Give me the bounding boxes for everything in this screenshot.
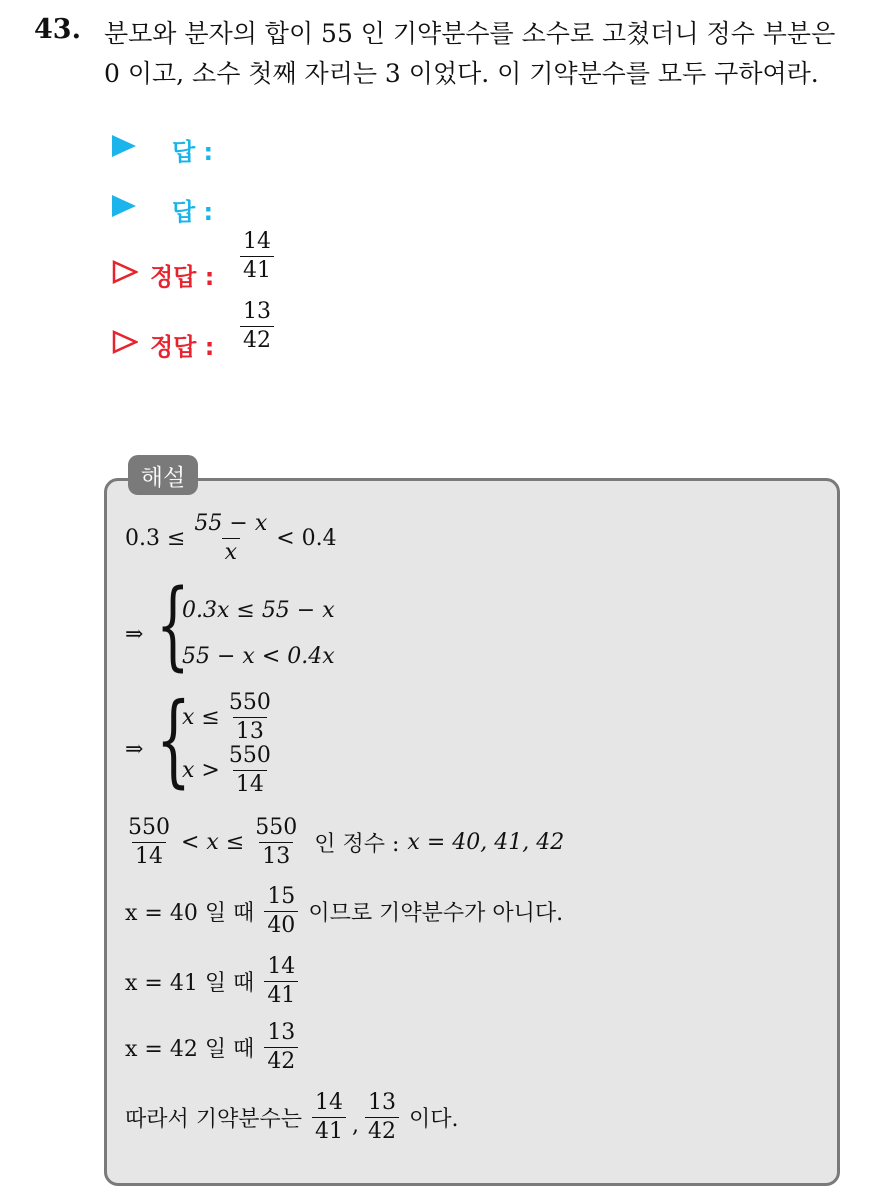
question-text-line-2: 0 이고, 소수 첫째 자리는 3 이었다. 이 기약분수를 모두 구하여라.	[104, 59, 819, 88]
question-number: 43.	[34, 14, 81, 45]
solution-step-6	[125, 955, 298, 1008]
play-triangle-icon	[112, 135, 136, 157]
fraction-denominator: 41	[312, 1117, 346, 1144]
step-fraction	[252, 816, 300, 869]
step-text: x = 42 일 때	[125, 1037, 255, 1063]
step-text: 인 정수 :	[314, 832, 400, 858]
fraction-denominator: 42	[264, 1047, 298, 1074]
correct-answer-fraction	[240, 300, 274, 353]
step-fraction	[365, 1091, 399, 1144]
outline-triangle-icon	[112, 330, 138, 354]
step-fraction	[264, 1021, 298, 1074]
fraction-denominator: 13	[259, 842, 293, 869]
fraction-numerator: 550	[228, 743, 271, 768]
fraction-numerator: 550	[128, 815, 170, 840]
step-fraction	[226, 691, 274, 744]
answer-label: 답 :	[172, 198, 214, 226]
step-text: x >	[182, 758, 220, 784]
step-text: < x ≤	[181, 830, 245, 856]
solution-step-3-arrow: ⇒	[125, 737, 144, 762]
step-text: 이다.	[409, 1107, 459, 1133]
step-text: x = 40 일 때	[125, 901, 255, 927]
fraction-numerator: 14	[243, 229, 271, 254]
fraction-denominator: 41	[240, 256, 274, 283]
fraction-denominator: 40	[264, 911, 298, 938]
solution-step-5	[125, 885, 563, 938]
left-brace-icon: {	[156, 569, 190, 681]
step-fraction	[264, 885, 298, 938]
step-fraction	[191, 512, 270, 565]
fraction-numerator: 55 − x	[194, 511, 268, 536]
solution-tab: 해설	[128, 455, 198, 495]
step-text: 이므로 기약분수가 아니다.	[308, 901, 564, 927]
step-fraction	[264, 955, 298, 1008]
fraction-numerator: 13	[267, 1020, 296, 1045]
fraction-denominator: 13	[233, 717, 267, 744]
correct-answer-label: 정답 :	[150, 333, 215, 361]
left-brace-icon: {	[156, 681, 191, 798]
step-text: x ≤	[182, 705, 220, 731]
fraction-numerator: 13	[243, 299, 271, 324]
fraction-denominator: 14	[132, 842, 166, 869]
solution-step-7	[125, 1021, 298, 1074]
step-text: 따라서 기약분수는	[125, 1107, 303, 1133]
fraction-denominator: x	[222, 538, 240, 565]
solution-step-2-arrow: ⇒	[125, 622, 144, 647]
step-text: x = 41 일 때	[125, 971, 255, 997]
step-text: ,	[352, 1113, 360, 1139]
solution-step-4	[125, 816, 564, 869]
correct-answer-fraction	[240, 230, 274, 283]
solution-step-2-top: 0.3x ≤ 55 − x	[182, 598, 335, 623]
question-text-line-1: 분모와 분자의 합이 55 인 기약분수를 소수로 고쳤더니 정수 부분은	[104, 19, 836, 48]
play-triangle-icon	[112, 195, 136, 217]
correct-answer-label: 정답 :	[150, 263, 215, 291]
answer-label: 답 :	[172, 138, 214, 166]
solution-step-8	[125, 1091, 459, 1144]
step-text: < 0.4	[276, 526, 337, 552]
step-fraction	[226, 744, 274, 797]
solution-step-2-bottom: 55 − x < 0.4x	[182, 644, 335, 669]
fraction-numerator: 15	[267, 884, 296, 909]
fraction-numerator: 14	[267, 954, 296, 979]
step-text: 0.3 ≤	[125, 526, 186, 552]
solution-step-1	[125, 512, 337, 565]
fraction-denominator: 42	[240, 326, 274, 353]
solution-step-3-bottom	[182, 744, 274, 797]
step-fraction	[125, 816, 173, 869]
step-fraction	[312, 1091, 346, 1144]
fraction-numerator: 550	[255, 815, 298, 840]
fraction-numerator: 550	[228, 690, 271, 715]
step-result: x = 40, 41, 42	[407, 830, 565, 856]
fraction-denominator: 14	[233, 770, 267, 797]
solution-step-3-top	[182, 691, 274, 744]
fraction-denominator: 42	[365, 1117, 399, 1144]
outline-triangle-icon	[112, 260, 138, 284]
fraction-numerator: 14	[315, 1090, 344, 1115]
fraction-denominator: 41	[264, 981, 298, 1008]
fraction-numerator: 13	[368, 1090, 397, 1115]
